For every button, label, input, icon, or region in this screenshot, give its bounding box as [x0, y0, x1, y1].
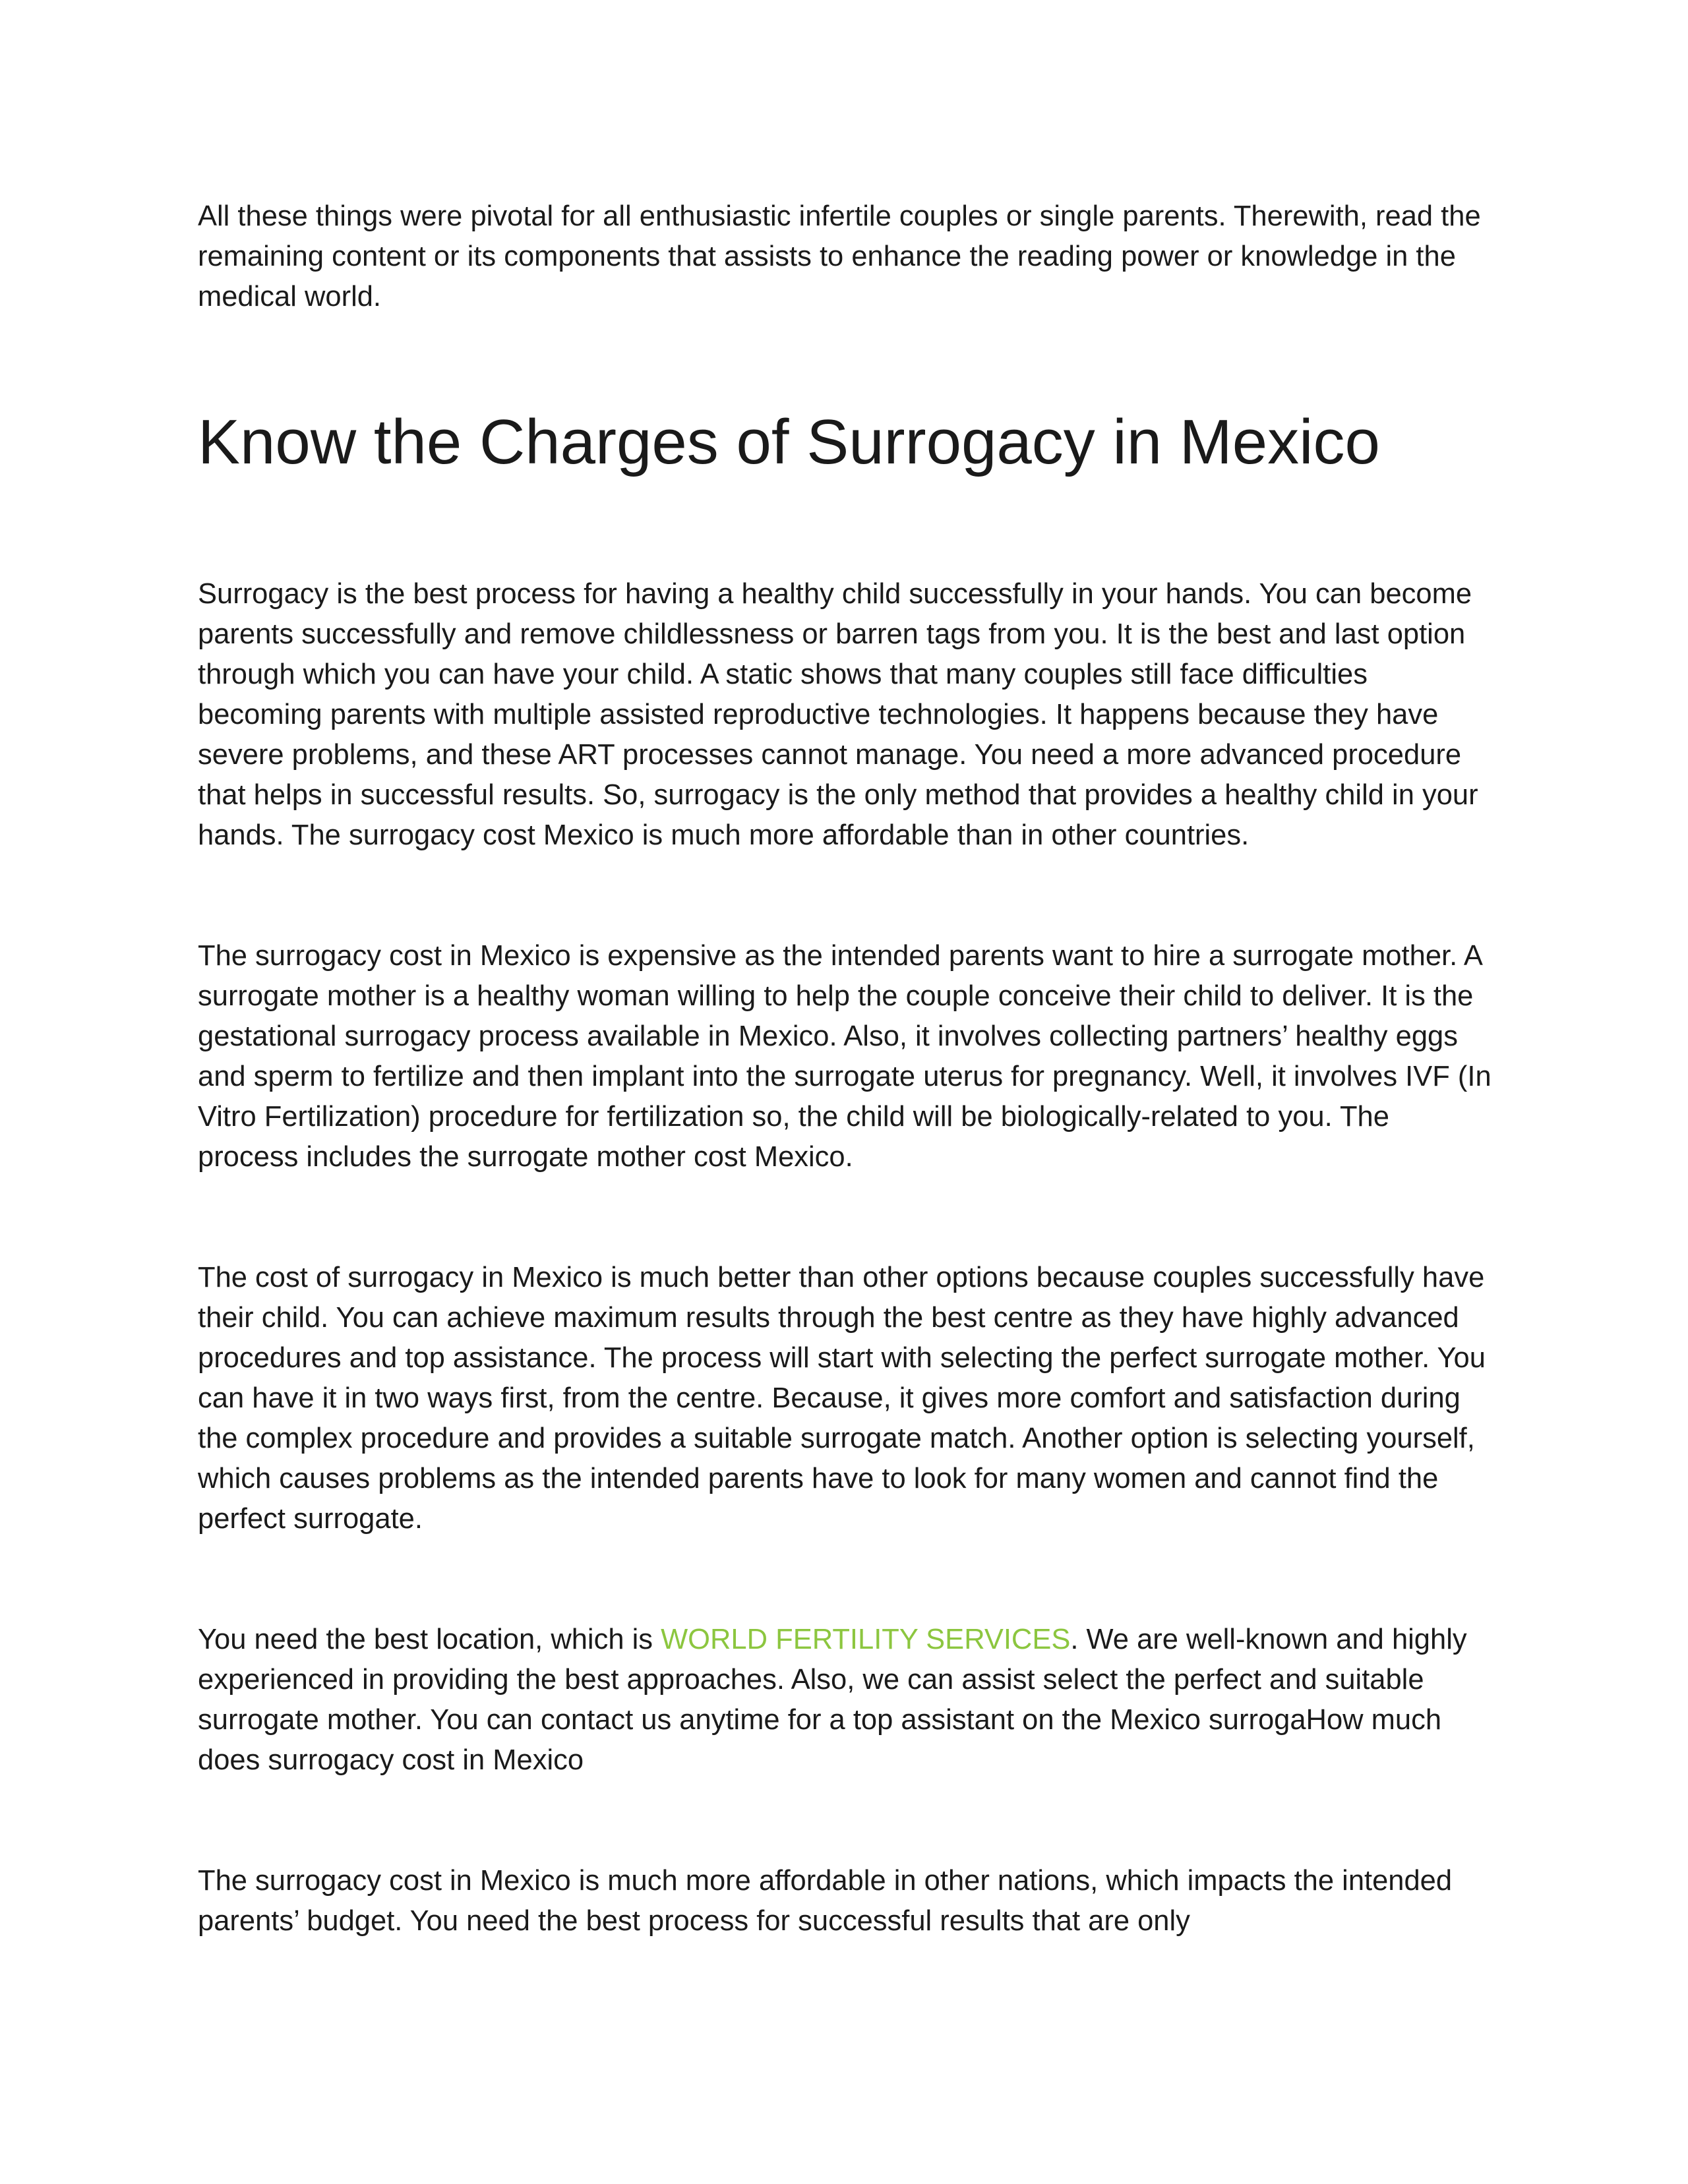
world-fertility-services-link[interactable]: WORLD FERTILITY SERVICES [661, 1624, 1071, 1655]
paragraph-surrogacy-overview: Surrogacy is the best process for having a healthy child successfully in your hands. You can become parents successfully and remove childlessness or barren tags from you. It is the best and last option through which you can have your child. A static shows that many couples still face difficulties becoming parents with multiple assisted reproductive technologies. It happens because they have severe problems, and these ART processes cannot manage. You need a more advanced procedure that helps in successful results. So, surrogacy is the only method that provides a healthy child in your hands. The surrogacy cost Mexico is much more affordable than in other countries. [198, 578, 1478, 851]
intro-paragraph: All these things were pivotal for all enthusiastic infertile couples or single parents. Therewith, read the remaining content or its components that assists to enhance the reading power or knowledge in the medical world. [198, 200, 1481, 312]
document-body [198, 196, 1497, 1941]
paragraph-affordability: The surrogacy cost in Mexico is much more affordable in other nations, which impacts the intended parents’ budget. You need the best process for successful results that are only [198, 1865, 1453, 1937]
paragraph-best-location-rest: . We are well-known and highly experienced in providing the best approaches. Also, we can assist select the perfect and suitable surrogate mother. You can contact us anytime for a top assistant on the Mexico surrogaHow much does surrogacy cost in Mexico [198, 1624, 1467, 1776]
paragraph-best-location [198, 1620, 1497, 1781]
section-heading: Know the Charges of Surrogacy in Mexico [198, 407, 1380, 477]
paragraph-surrogacy-options: The cost of surrogacy in Mexico is much better than other options because couples successfully have their child. You can achieve maximum results through the best centre as they have highly advanced procedures and top assistance. The process will start with selecting the perfect surrogate mother. You can have it in two ways first, from the centre. Because, it gives more comfort and satisfaction during the complex procedure and provides a suitable surrogate match. Another option is selecting yourself, which causes problems as the intended parents have to look for many women and cannot find the perfect surrogate. [198, 1262, 1486, 1535]
paragraph-surrogacy-cost: The surrogacy cost in Mexico is expensive as the intended parents want to hire a surrogate mother. A surrogate mother is a healthy woman willing to help the couple conceive their child to deliver. It is the gestational surrogacy process available in Mexico. Also, it involves collecting partners’ healthy eggs and sperm to fertilize and then implant into the surrogate uterus for pregnancy. Well, it involves IVF (In Vitro Fertilization) procedure for fertilization so, the child will be biologically-related to you. The process includes the surrogate mother cost Mexico. [198, 940, 1492, 1173]
paragraph-best-location-lead: You need the best location, which is [198, 1624, 661, 1655]
